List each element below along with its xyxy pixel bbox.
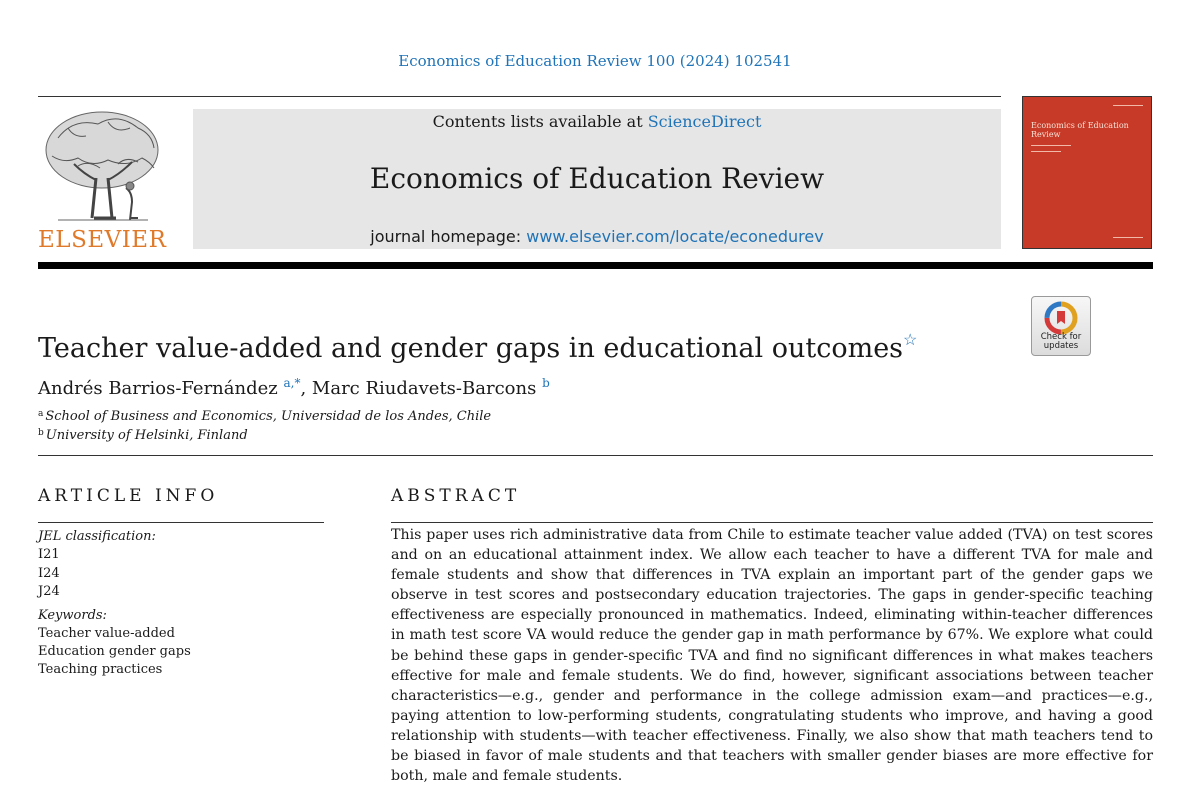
abstract-heading: ABSTRACT <box>391 486 521 506</box>
article-title <box>38 330 917 364</box>
author-name[interactable]: Marc Riudavets-Barcons <box>311 378 537 399</box>
header-rule-bottom <box>38 262 1153 269</box>
author-list <box>38 376 550 399</box>
header-rule-top <box>38 96 1001 97</box>
cover-decoration <box>1031 145 1071 146</box>
jel-classification-label: JEL classification: <box>38 529 156 544</box>
journal-title: Economics of Education Review <box>369 162 825 195</box>
journal-homepage-link[interactable]: www.elsevier.com/locate/econedurev <box>526 227 824 246</box>
contents-prefix: Contents lists available at <box>432 112 648 131</box>
section-divider <box>38 455 1153 456</box>
star-outline-icon[interactable]: ☆ <box>903 330 918 349</box>
affiliation-text: School of Business and Economics, Universidad de los Andes, Chile <box>45 409 492 424</box>
elsevier-wordmark: ELSEVIER <box>38 227 167 253</box>
contents-line <box>193 112 1001 131</box>
cover-decoration <box>1113 237 1143 238</box>
sciencedirect-link[interactable]: ScienceDirect <box>647 112 762 131</box>
affiliation-text: University of Helsinki, Finland <box>45 428 248 443</box>
affiliation-mark: b <box>38 428 44 438</box>
author-affiliation-marks[interactable]: b <box>542 376 550 390</box>
jel-code: I21 <box>38 547 60 562</box>
affiliation-b <box>38 428 248 443</box>
elsevier-tree-icon <box>38 108 166 226</box>
affiliation-a <box>38 409 491 424</box>
check-for-updates-icon <box>1043 300 1079 336</box>
homepage-prefix: journal homepage: <box>370 227 527 246</box>
journal-citation[interactable]: Economics of Education Review 100 (2024) 102541 <box>398 52 792 70</box>
journal-masthead <box>193 109 1001 249</box>
check-for-updates-button[interactable] <box>1031 296 1091 356</box>
cover-decoration <box>1113 105 1143 106</box>
author-affiliation-marks[interactable]: a,* <box>283 376 301 390</box>
check-for-updates-label: Check for updates <box>1040 332 1082 351</box>
author-separator: , <box>300 378 312 399</box>
journal-cover-image[interactable] <box>1022 96 1152 249</box>
keyword: Teaching practices <box>38 662 163 677</box>
jel-code: I24 <box>38 566 60 581</box>
affiliation-mark: a <box>38 409 44 419</box>
article-title-text: Teacher value-added and gender gaps in educational outcomes <box>38 333 904 364</box>
jel-code: J24 <box>38 584 60 599</box>
keyword: Teacher value-added <box>38 626 175 641</box>
homepage-line <box>193 227 1001 246</box>
keywords-label: Keywords: <box>38 608 107 623</box>
article-info-heading: ARTICLE INFO <box>38 486 219 506</box>
author-name[interactable]: Andrés Barrios-Fernández <box>38 378 278 399</box>
article-info-rule <box>38 522 324 523</box>
cover-decoration <box>1031 151 1061 152</box>
abstract-rule <box>391 522 1153 523</box>
keyword: Education gender gaps <box>38 644 191 659</box>
cover-title: Economics of Education Review <box>1031 121 1129 139</box>
elsevier-logo[interactable] <box>38 108 166 253</box>
abstract-body: This paper uses rich administrative data from Chile to estimate teacher value added (TVA) on test scores and on an educational attainment index. We allow each teacher to have a different TVA for male and female students and show that differences in TVA explain an important part of the gender gaps we observe in test scores and postsecondary education trajectories. The gaps in gender-specific teaching effectiveness are especially pronounced in mathematics. Indeed, eliminating within-teacher differences in math test score VA would reduce the gender gap in math performance by 67%. We explore what could be behind these gaps in gender-specific TVA and find no significant differences in what makes teachers effective for male and female students. We do find, however, significant associations between teacher characteristics—e.g., gender and performance in the college admission exam—and practices—e.g., paying attention to low-performing students, congratulating students who improve, and having a good relationship with students—with teacher effectiveness. Finally, we also show that math teachers tend to be biased in favor of male students and that teachers with smaller gender biases are more effective for both, male and female students. <box>391 527 1153 785</box>
